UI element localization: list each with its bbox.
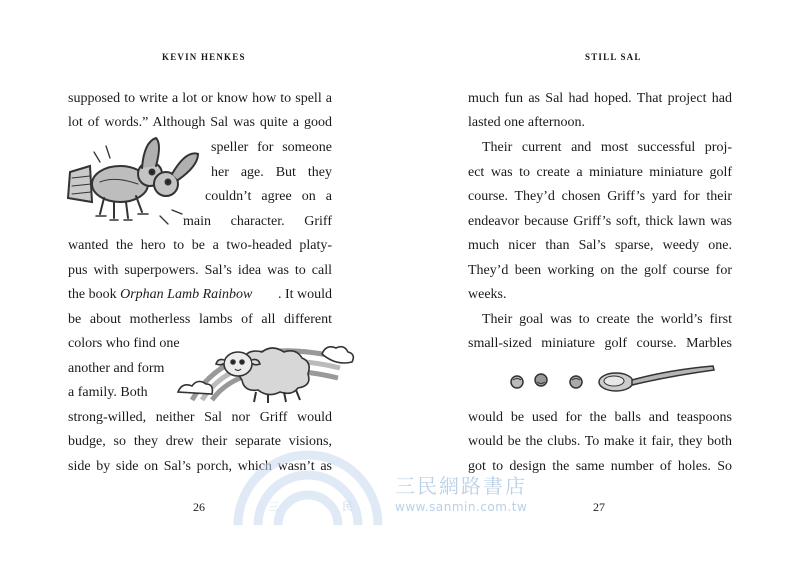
text-line: her age. But they xyxy=(211,165,332,180)
two-headed-platypus-icon xyxy=(60,132,205,230)
text-line: couldn’t agree on a xyxy=(205,189,332,204)
text-line: They’d been working on the golf course for xyxy=(468,263,732,278)
text-line: got to design the same number of holes. So xyxy=(468,459,732,474)
text-line: wanted the hero to be a two-headed platy- xyxy=(68,238,332,253)
text-line-italic-title xyxy=(68,286,332,304)
text-line: would be the clubs. To make it fair, they both xyxy=(468,434,732,449)
text-line: speller for someone xyxy=(211,140,332,155)
text-line: colors who find one xyxy=(68,336,180,351)
text-line: side by side on Sal’s porch, which wasn’t as xyxy=(68,459,332,474)
text-line: would be used for the balls and teaspoons xyxy=(468,410,732,425)
text-line: endeavor because Griff’s soft, thick lawn was xyxy=(468,214,732,229)
text-line: be about motherless lambs of all different xyxy=(68,312,332,327)
text-line: Their current and most successful proj- xyxy=(482,140,732,155)
text-line: lasted one afternoon. xyxy=(468,115,586,130)
text-line: budge, so they drew their separate visions, xyxy=(68,434,332,449)
text-line: ect was to create a miniature miniature golf xyxy=(468,165,732,180)
marbles-spoon-icon xyxy=(508,362,718,398)
lamb-rainbow-icon xyxy=(172,330,360,404)
watermark-url: www.sanmin.com.tw xyxy=(395,500,528,514)
book-title: Orphan Lamb Rainbow xyxy=(120,287,253,302)
text-line: lot of words.” Although Sal was quite a good xyxy=(68,115,332,130)
text-line: supposed to write a lot or know how to spell a xyxy=(68,91,332,106)
text-line: pus with superpowers. Sal’s idea was to call xyxy=(68,263,332,278)
text-segment: . It would xyxy=(277,287,332,302)
text-line: another and form xyxy=(68,361,165,376)
text-line: strong-willed, neither Sal nor Griff would xyxy=(68,410,332,425)
text-line: a family. Both xyxy=(68,385,148,400)
text-line: much fun as Sal had hoped. That project had xyxy=(468,91,732,106)
text-line: much nicer than Sal’s sparse, weedy one. xyxy=(468,238,732,253)
watermark-char: 三 xyxy=(268,500,279,513)
watermark-store-name: 三民網路書店 xyxy=(395,474,527,498)
right-running-header: STILL SAL xyxy=(585,52,642,62)
text-line: small-sized miniature golf course. Marbles xyxy=(468,336,732,351)
text-line: course. They’d chosen Griff’s yard for their xyxy=(468,189,732,204)
text-line: main character. Griff xyxy=(183,214,332,229)
text-line: Their goal was to create the world’s first xyxy=(482,312,732,327)
left-page-number: 26 xyxy=(193,500,205,514)
watermark-char: 民 xyxy=(342,500,353,513)
text-segment: the book xyxy=(68,287,121,302)
left-running-header: KEVIN HENKES xyxy=(162,52,246,62)
right-page-number: 27 xyxy=(593,500,605,514)
text-line: weeks. xyxy=(468,287,507,302)
